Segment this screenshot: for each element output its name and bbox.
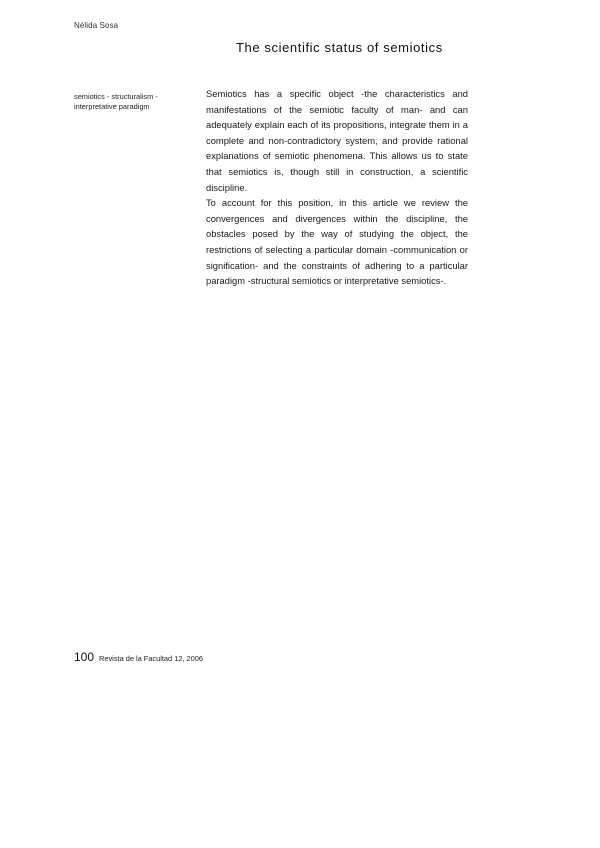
keywords: semiotics - structuralism - interpretative paradigm (74, 92, 158, 111)
journal-citation: Revista de la Facultad 12, 2006 (99, 654, 203, 663)
abstract (206, 86, 468, 289)
page-footer (74, 650, 203, 664)
running-head-author: Nélida Sosa (74, 21, 119, 30)
article-title: The scientific status of semiotics (236, 40, 443, 55)
abstract-paragraph-1: Semiotics has a specific object -the characteristics and manifestations of the semiotic faculty of man- and can adequately explain each of its propositions, integrate them in a complete and non-contradictory system, and provide rational explanations of semiotic phenomena. This allows us to state that semiotics is, though still in construction, a scientific discipline. (206, 88, 468, 193)
page-number: 100 (74, 650, 95, 664)
abstract-paragraph-2: To account for this position, in this article we review the convergences and divergences within the discipline, the obstacles posed by the way of studying the object, the restrictions of selecting a particular domain -communication or signification- and the constraints of adhering to a particular paradigm -structural semiotics or interpretative semiotics-. (206, 197, 468, 287)
